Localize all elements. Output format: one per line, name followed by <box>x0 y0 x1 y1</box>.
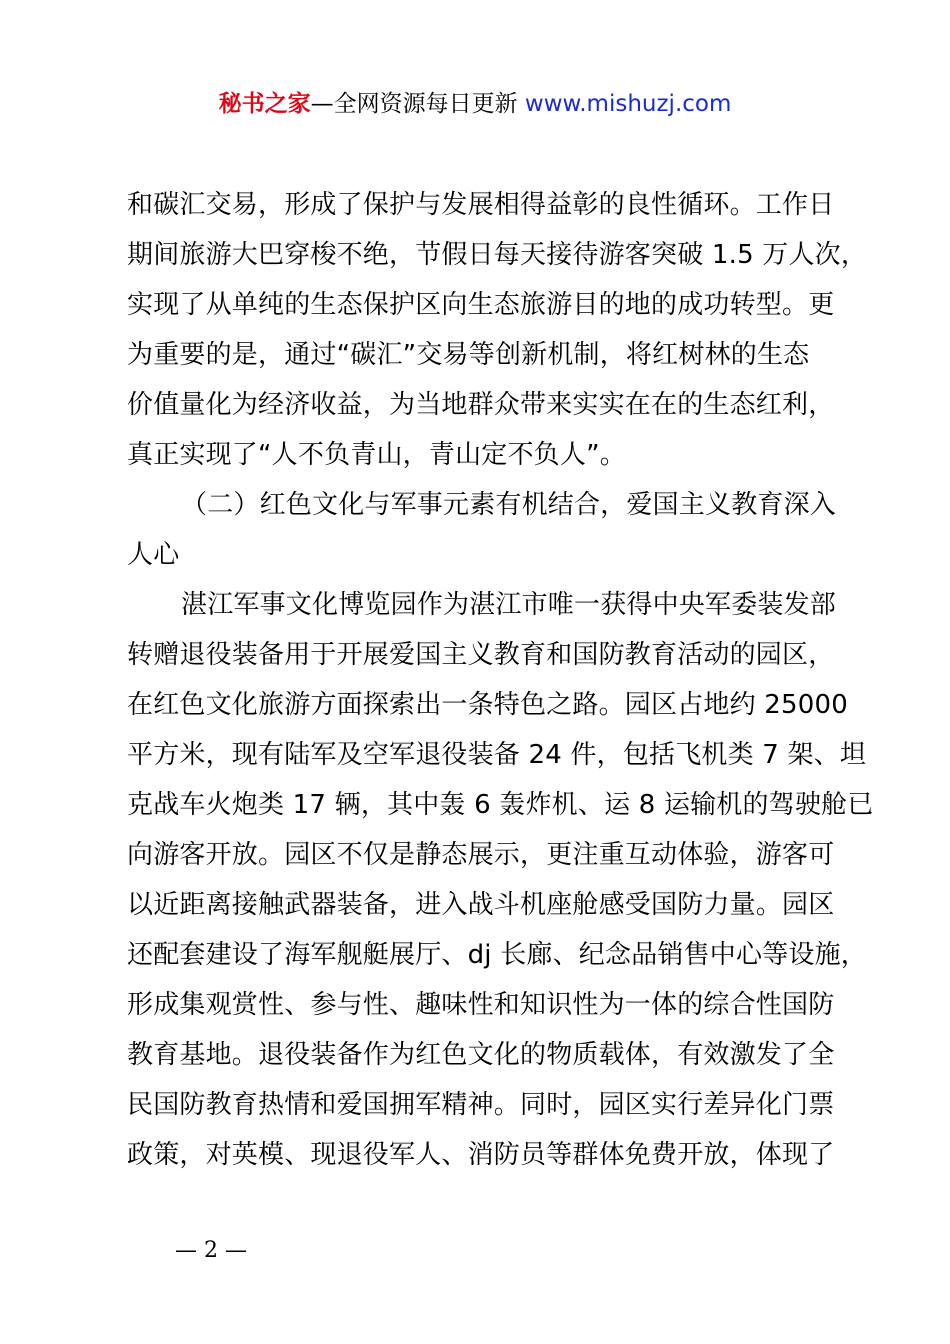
body-text <box>127 180 874 1180</box>
text-line: 教育基地。退役装备作为红色文化的物质载体，有效激发了全 <box>127 1040 835 1070</box>
text-line: 和碳汇交易，形成了保护与发展相得益彰的良性循环。工作日 <box>127 190 835 220</box>
text-line: 为重要的是，通过“碳汇”交易等创新机制，将红树林的生态 <box>127 340 810 370</box>
text-line: 真正实现了“人不负青山，青山定不负人”。 <box>127 440 626 470</box>
text-line: 转赠退役装备用于开展爱国主义教育和国防教育活动的园区， <box>127 640 835 670</box>
text-line: 克战车火炮类 17 辆，其中轰 6 轰炸机、运 8 运输机的驾驶舱已 <box>127 790 874 820</box>
text-line: 实现了从单纯的生态保护区向生态旅游目的地的成功转型。更 <box>127 290 835 320</box>
text-line: 以近距离接触武器装备，进入战斗机座舱感受国防力量。园区 <box>127 890 835 920</box>
page-number: — 2 — <box>175 1238 247 1263</box>
header-url[interactable]: www.mishuzj.com <box>524 91 732 117</box>
section-heading-line: 人心 <box>127 540 180 570</box>
page-header <box>0 88 950 120</box>
section-heading-line: （二）红色文化与军事元素有机结合，爱国主义教育深入 <box>181 490 837 520</box>
header-brand: 秘书之家 <box>218 91 311 117</box>
header-slogan: —全网资源每日更新 <box>310 91 525 117</box>
text-line: 期间旅游大巴穿梭不绝，节假日每天接待游客突破 1.5 万人次， <box>127 240 868 270</box>
text-line: 民国防教育热情和爱国拥军精神。同时，园区实行差异化门票 <box>127 1090 835 1120</box>
text-line: 政策，对英模、现退役军人、消防员等群体免费开放，体现了 <box>127 1140 835 1170</box>
text-line: 平方米，现有陆军及空军退役装备 24 件，包括飞机类 7 架、坦 <box>127 740 867 770</box>
text-line: 价值量化为经济收益，为当地群众带来实实在在的生态红利， <box>127 390 835 420</box>
text-line: 形成集观赏性、参与性、趣味性和知识性为一体的综合性国防 <box>127 990 835 1020</box>
text-line: 在红色文化旅游方面探索出一条特色之路。园区占地约 25000 <box>127 690 848 720</box>
text-line: 湛江军事文化博览园作为湛江市唯一获得中央军委装发部 <box>181 590 837 620</box>
text-line: 向游客开放。园区不仅是静态展示，更注重互动体验，游客可 <box>127 840 835 870</box>
text-line: 还配套建设了海军舰艇展厅、dj 长廊、纪念品销售中心等设施， <box>127 940 867 970</box>
